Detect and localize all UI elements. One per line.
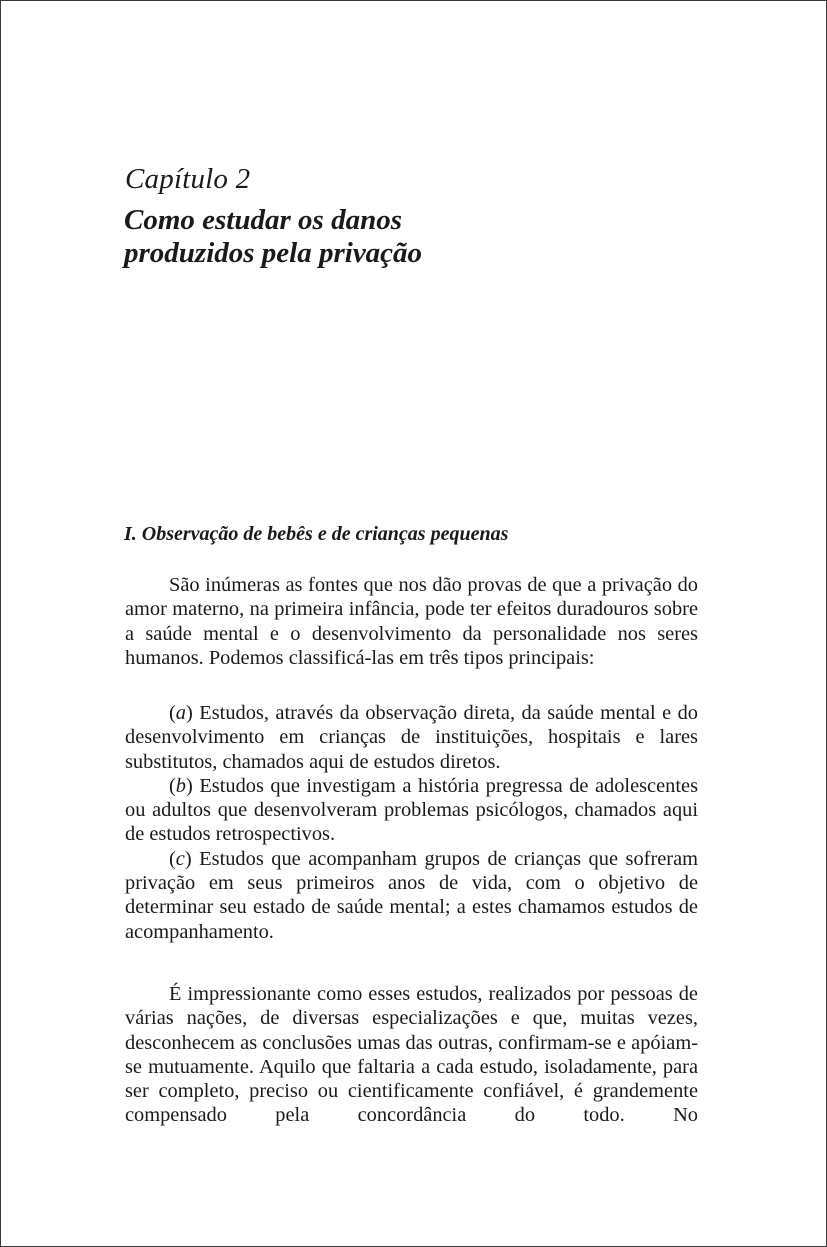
intro-paragraph-block: [125, 573, 698, 670]
list-item-c: (c) Estudos que acompanham grupos de crianças que sofreram privação em seus primeiros anos de vida, com o objetivo de determinar seu estado de saúde mental; a estes chamamos estudos de acompanhamento.: [125, 847, 698, 943]
list-marker-c: c: [175, 847, 185, 870]
list-item-b-text: Estudos que investigam a história pregressa de adolescentes ou adultos que desenvolveram problemas psicólogos, chamados aqui de estudos retrospectivos.: [125, 774, 699, 846]
list-marker-b: b: [175, 774, 186, 797]
chapter-title-line-1: Como estudar os danos: [124, 204, 402, 236]
list-item-c-text: Estudos que acompanham grupos de crianças que sofreram privação em seus primeiros anos de vida, com o objetivo de determinar seu estado de saúde mental; a estes chamamos estudos de acompanhamento.: [125, 847, 698, 943]
list-item-b: (b) Estudos que investigam a história pregressa de adolescentes ou adultos que desenvolveram problemas psicólogos, chamados aqui de estudos retrospectivos.: [125, 774, 699, 846]
list-marker-a: a: [175, 702, 186, 724]
closing-paragraph-block: [125, 982, 698, 1128]
intro-paragraph: São inúmeras as fontes que nos dão provas de que a privação do amor materno, na primeira infância, pode ter efeitos duradouros sobre a saúde mental e o desenvolvimento da personalidade nos seres humanos. Podemos classificá-las em três tipos principais:: [125, 574, 698, 669]
study-types-list: [125, 701, 698, 944]
section-heading: I. Observação de bebês e de crianças pequenas: [124, 523, 509, 545]
list-item-a-text: Estudos, através da observação direta, da saúde mental e do desenvolvimento em crianças de instituições, hospitais e lares substitutos, chamados aqui de estudos diretos.: [125, 702, 698, 773]
chapter-title: [124, 204, 544, 270]
chapter-title-line-2: produzidos pela privação: [124, 237, 423, 269]
chapter-label: Capítulo 2: [125, 163, 251, 195]
list-item-a: (a) Estudos, através da observação direta, da saúde mental e do desenvolvimento em crianças de instituições, hospitais e lares substitutos, chamados aqui de estudos diretos.: [125, 702, 698, 773]
closing-paragraph: É impressionante como esses estudos, realizados por pessoas de várias nações, de diversas especializações e que, muitas vezes, desconhecem as conclusões umas das outras, confirmam-se e apóiam-se mutuamente. Aquilo que faltaria a cada estudo, isoladamente, para ser completo, preciso ou cientificamente confiável, é grandemente compensado pela concordância do todo. No: [125, 983, 698, 1127]
